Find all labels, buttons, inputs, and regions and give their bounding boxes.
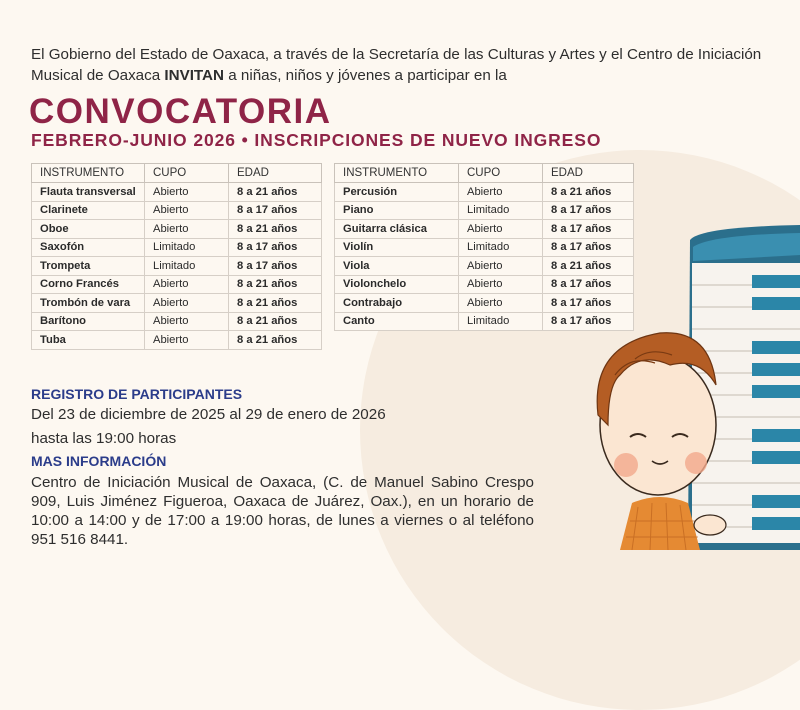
page-title: CONVOCATORIA: [29, 92, 332, 131]
instrument-cell: Guitarra clásica: [335, 220, 459, 239]
header-edad: EDAD: [229, 164, 322, 183]
cupo-cell: Abierto: [145, 275, 229, 294]
intro-text-end: a niñas, niños y jóvenes a participar en la: [224, 67, 507, 84]
child-figure: [597, 333, 726, 550]
table-row: [32, 238, 322, 257]
registro-hours: hasta las 19:00 horas: [31, 430, 177, 447]
registro-dates: Del 23 de diciembre de 2025 al 29 de enero de 2026: [31, 406, 386, 423]
cupo-cell: Abierto: [145, 331, 229, 350]
cupo-cell: Abierto: [145, 294, 229, 313]
edad-cell: 8 a 21 años: [229, 220, 322, 239]
instrument-cell: Contrabajo: [335, 294, 459, 313]
edad-cell: 8 a 17 años: [543, 201, 634, 220]
instrument-cell: Piano: [335, 201, 459, 220]
edad-cell: 8 a 17 años: [543, 294, 634, 313]
cupo-cell: Abierto: [145, 183, 229, 202]
edad-cell: 8 a 17 años: [543, 312, 634, 331]
cupo-cell: Abierto: [145, 312, 229, 331]
table-row: [32, 257, 322, 276]
cupo-cell: Abierto: [459, 183, 543, 202]
table-row: [32, 220, 322, 239]
edad-cell: 8 a 21 años: [229, 294, 322, 313]
table-row: [335, 183, 634, 202]
cupo-cell: Abierto: [459, 257, 543, 276]
header-cupo: CUPO: [145, 164, 229, 183]
cupo-cell: Limitado: [459, 201, 543, 220]
edad-cell: 8 a 17 años: [229, 257, 322, 276]
instrument-cell: Saxofón: [32, 238, 145, 257]
table-row: [32, 275, 322, 294]
cupo-cell: Limitado: [145, 257, 229, 276]
cupo-cell: Limitado: [459, 238, 543, 257]
header-cupo: CUPO: [459, 164, 543, 183]
header-instrumento: INSTRUMENTO: [335, 164, 459, 183]
header-edad: EDAD: [543, 164, 634, 183]
edad-cell: 8 a 17 años: [543, 275, 634, 294]
cupo-cell: Abierto: [459, 294, 543, 313]
info-text: Centro de Iniciación Musical de Oaxaca, (C. de Manuel Sabino Crespo 909, Luis Jiménez Figueroa, Oaxaca de Juárez, Oax.), en un horario de 10:00 a 14:00 y de 17:00 a 19:00 horas, de lunes a viernes o al teléfono 951 516 8441.: [31, 474, 534, 548]
intro-text: El Gobierno del Estado de Oaxaca, a través de la Secretaría de las Culturas y Artes y el Centro de Iniciación Musical de Oaxaca: [31, 46, 762, 84]
edad-cell: 8 a 17 años: [543, 220, 634, 239]
edad-cell: 8 a 21 años: [229, 312, 322, 331]
instrument-table-left: [31, 163, 322, 350]
table-header-row: [32, 164, 322, 183]
edad-cell: 8 a 17 años: [543, 238, 634, 257]
table-row: [32, 294, 322, 313]
instrument-cell: Violín: [335, 238, 459, 257]
edad-cell: 8 a 17 años: [229, 238, 322, 257]
instrument-cell: Barítono: [32, 312, 145, 331]
cupo-cell: Abierto: [459, 275, 543, 294]
intro-invitan: INVITAN: [164, 67, 224, 84]
cupo-cell: Abierto: [145, 201, 229, 220]
info-heading: MAS INFORMACIÓN: [31, 453, 167, 469]
table-row: [32, 312, 322, 331]
edad-cell: 8 a 21 años: [229, 183, 322, 202]
edad-cell: 8 a 21 años: [229, 331, 322, 350]
page-subtitle: FEBRERO-JUNIO 2026 • INSCRIPCIONES DE NUEVO INGRESO: [31, 130, 602, 150]
instrument-cell: Canto: [335, 312, 459, 331]
table-row: [32, 331, 322, 350]
edad-cell: 8 a 21 años: [543, 257, 634, 276]
instrument-cell: Trombón de vara: [32, 294, 145, 313]
instrument-cell: Clarinete: [32, 201, 145, 220]
intro-paragraph: [31, 44, 771, 86]
instrument-cell: Oboe: [32, 220, 145, 239]
child-with-piano-illustration: [560, 225, 800, 550]
header-instrumento: INSTRUMENTO: [32, 164, 145, 183]
table-header-row: [335, 164, 634, 183]
instrument-cell: Trompeta: [32, 257, 145, 276]
table-row: [32, 201, 322, 220]
registro-heading: REGISTRO DE PARTICIPANTES: [31, 386, 243, 402]
instrument-cell: Tuba: [32, 331, 145, 350]
table-row: [335, 201, 634, 220]
edad-cell: 8 a 21 años: [543, 183, 634, 202]
instrument-cell: Corno Francés: [32, 275, 145, 294]
cupo-cell: Abierto: [459, 220, 543, 239]
cupo-cell: Abierto: [145, 220, 229, 239]
edad-cell: 8 a 17 años: [229, 201, 322, 220]
cupo-cell: Limitado: [459, 312, 543, 331]
instrument-cell: Viola: [335, 257, 459, 276]
instrument-cell: Violonchelo: [335, 275, 459, 294]
instrument-cell: Flauta transversal: [32, 183, 145, 202]
edad-cell: 8 a 21 años: [229, 275, 322, 294]
cupo-cell: Limitado: [145, 238, 229, 257]
instrument-cell: Percusión: [335, 183, 459, 202]
table-row: [32, 183, 322, 202]
